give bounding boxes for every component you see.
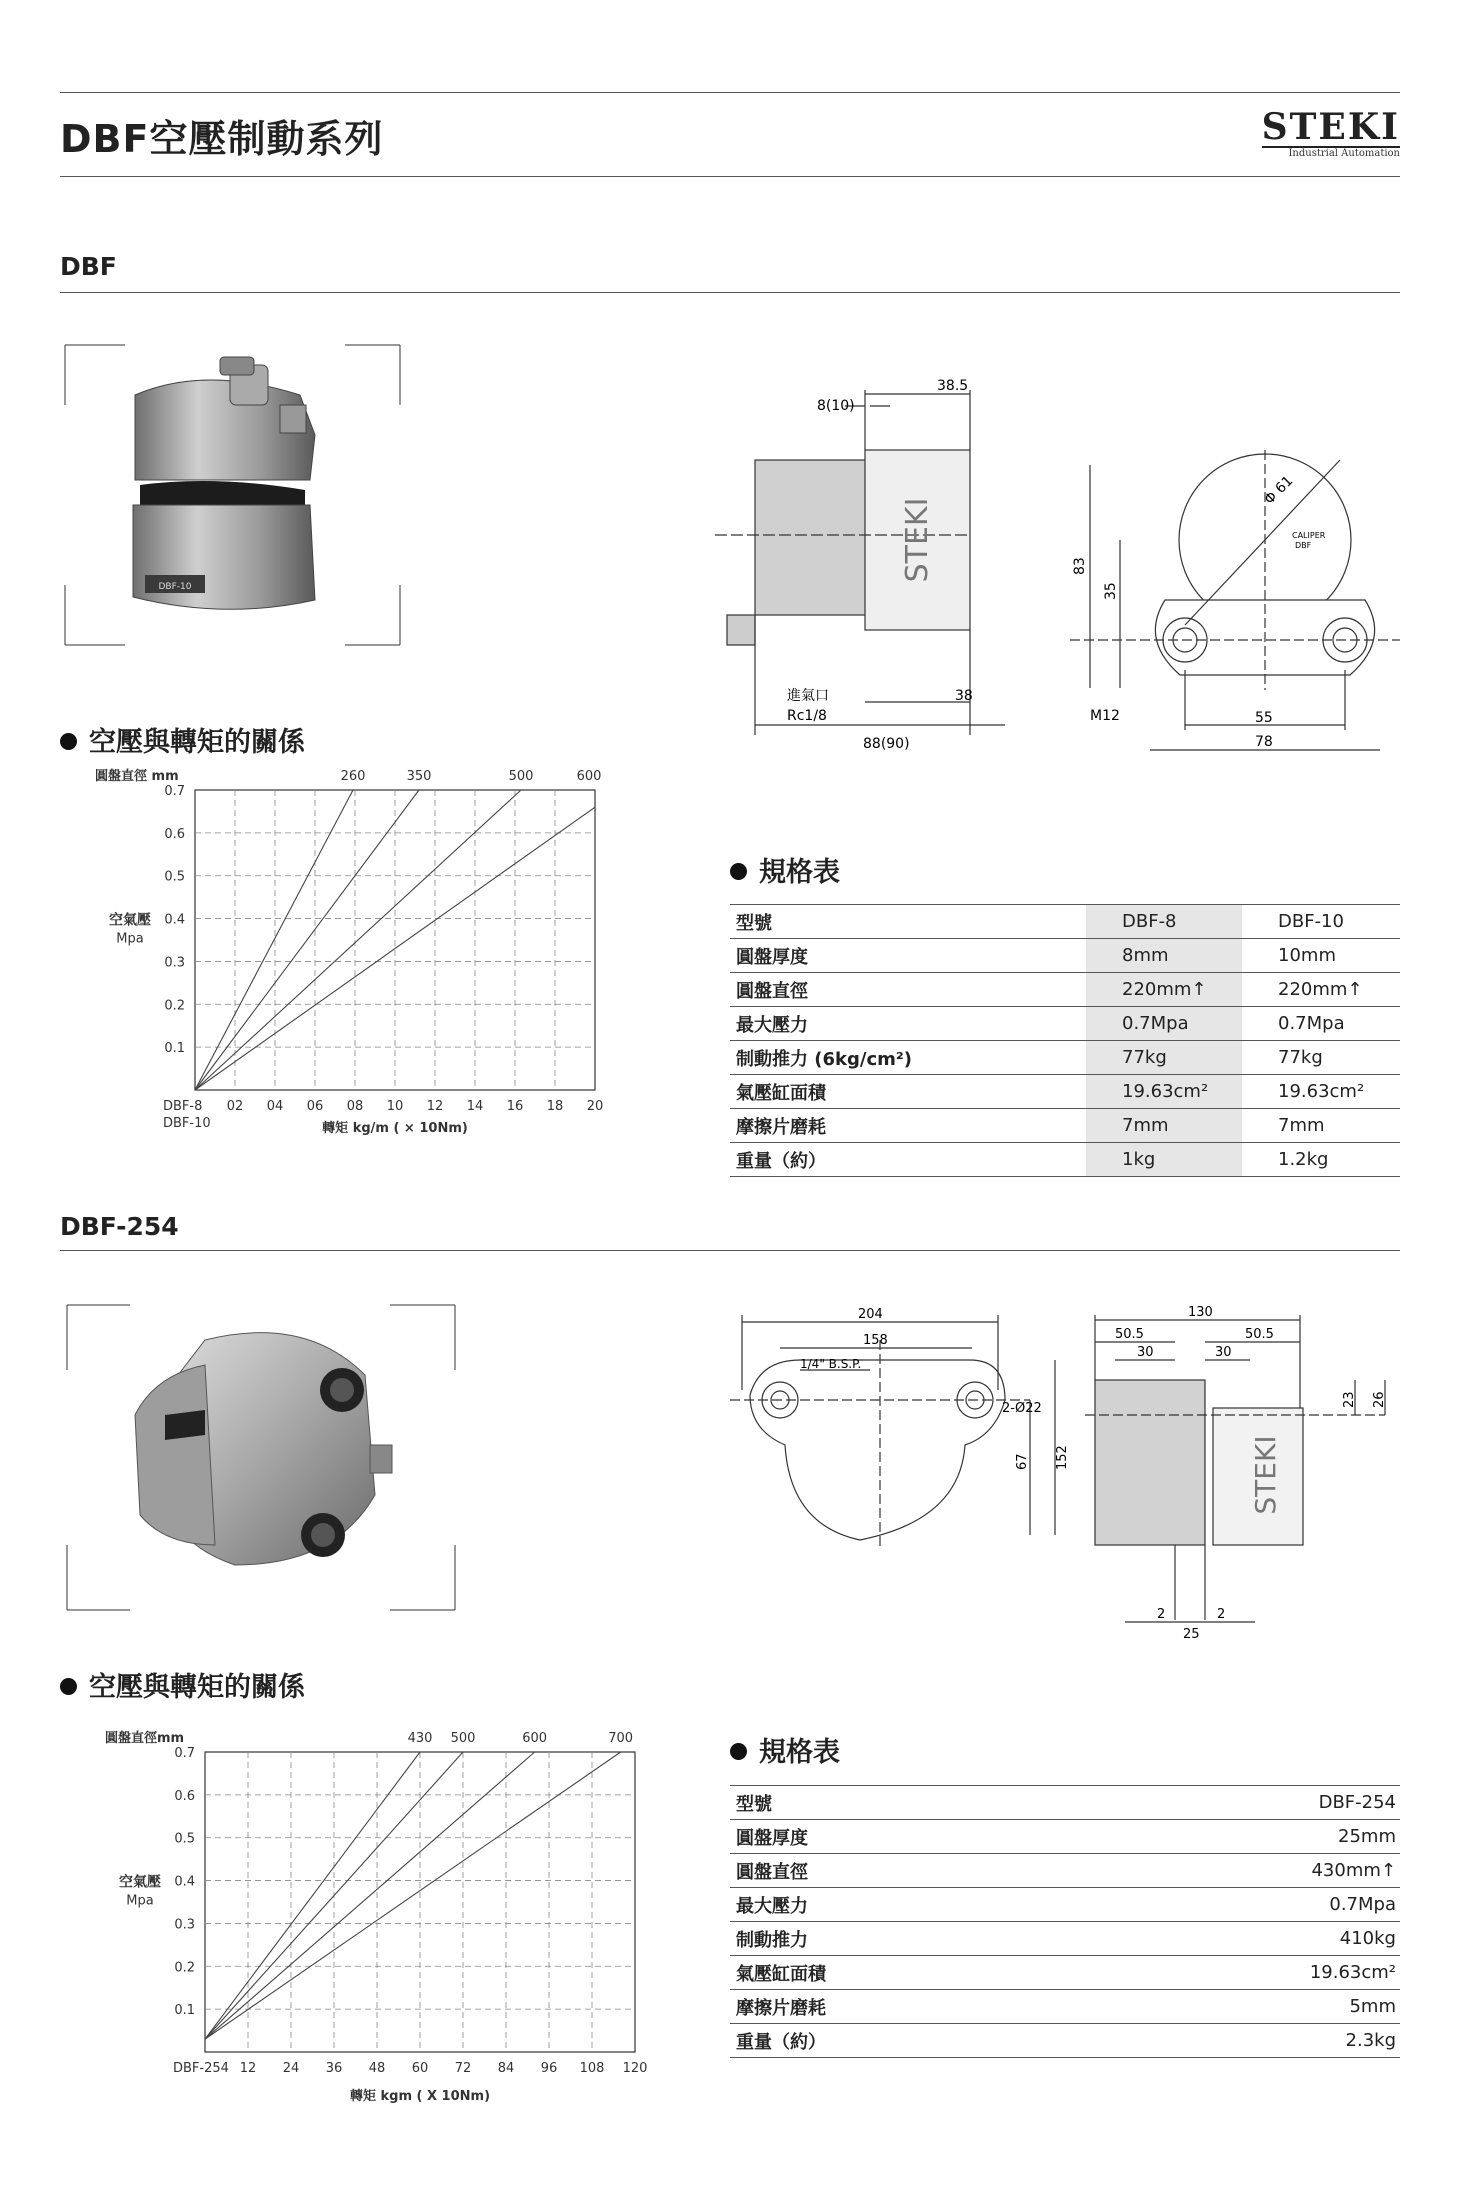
table-cell: 圓盤直徑: [730, 973, 1086, 1007]
y-tick-label: 0.3: [174, 1917, 195, 1933]
spec-heading-2-text: 規格表: [759, 1737, 840, 1768]
x-tick-label: 96: [540, 2061, 558, 2076]
table-cell: 最大壓力: [730, 1007, 1086, 1041]
y-tick-label: 0.7: [164, 784, 185, 799]
table-cell: 7mm: [1242, 1109, 1400, 1143]
table-row: [730, 2024, 1400, 2058]
table-row: [730, 905, 1400, 939]
x-tick-label: 84: [497, 2061, 515, 2076]
y-axis-unit: Mpa: [116, 931, 144, 947]
x-row-label: DBF-254: [173, 2061, 229, 2076]
table-cell: 重量（約）: [730, 2024, 1065, 2058]
dim-50-5-left: 50.5: [1115, 1327, 1144, 1342]
y-tick-label: 0.6: [164, 826, 185, 842]
dim-35: 35: [1103, 582, 1119, 600]
brand-logo: [1262, 108, 1400, 159]
x-tick-label: 14: [466, 1099, 484, 1114]
dim-38: 38: [955, 688, 973, 704]
dim-130: 130: [1188, 1305, 1213, 1320]
dimension-drawing-dbf-front: [1070, 430, 1400, 760]
table-cell: 摩擦片磨耗: [730, 1990, 1065, 2024]
table-cell: 最大壓力: [730, 1888, 1065, 1922]
x-tick-label: 24: [282, 2061, 300, 2076]
x-tick-label: 36: [325, 2061, 343, 2076]
table-cell: 0.7Mpa: [1065, 1888, 1400, 1922]
table-row: [730, 1075, 1400, 1109]
table-cell: 77kg: [1086, 1041, 1242, 1075]
dimension-drawing-dbf254-side: [1085, 1300, 1400, 1650]
spec-table-dbf254: [730, 1785, 1400, 2058]
y-tick-label: 0.2: [164, 998, 185, 1014]
relation-heading-2: [60, 1665, 305, 1704]
series-line: [195, 790, 353, 1090]
dim-30-right: 30: [1215, 1345, 1232, 1360]
series-label: 500: [508, 769, 534, 784]
series-line: [195, 807, 595, 1090]
bullet-icon: [730, 1743, 747, 1760]
relation-heading-1-text: 空壓與轉矩的關係: [89, 727, 305, 758]
table-row: [730, 1007, 1400, 1041]
x-tick-label: 60: [411, 2061, 429, 2076]
y-tick-label: 0.7: [174, 1746, 195, 1761]
caliper-label: CALIPER: [1292, 531, 1326, 540]
header-rule: [60, 176, 1400, 177]
dim-phi-61: Φ 61: [1261, 472, 1297, 508]
table-cell: 型號: [730, 905, 1086, 939]
y-axis-unit: Mpa: [126, 1893, 154, 1909]
brand-subtitle: Industrial Automation: [1288, 148, 1400, 159]
product-label: DBF-10: [158, 582, 192, 592]
table-cell: 19.63cm²: [1086, 1075, 1242, 1109]
y-tick-label: 0.3: [164, 955, 185, 971]
table-row: [730, 1109, 1400, 1143]
x-tick-label: 108: [579, 2061, 605, 2076]
x-tick-label: 16: [506, 1099, 524, 1114]
table-cell: DBF-8: [1086, 905, 1242, 939]
x-tick-label: 18: [546, 1099, 564, 1114]
table-cell: 1kg: [1086, 1143, 1242, 1177]
dim-50-5-right: 50.5: [1245, 1327, 1274, 1342]
section-rule-dbf254: [60, 1250, 1400, 1251]
product-photo-dbf: [55, 335, 415, 655]
top-label: 圓盤直徑mm: [105, 1731, 185, 1746]
x-tick-label: 120: [622, 2061, 648, 2076]
section-title-dbf254: DBF-254: [60, 1212, 179, 1241]
table-row: [730, 1922, 1400, 1956]
torque-chart-dbf254: [60, 1722, 680, 2132]
x-tick-label: 12: [426, 1099, 444, 1114]
x-row-label: DBF-8: [163, 1099, 203, 1114]
relation-heading-1: [60, 720, 305, 759]
dim-2-left: 2: [1157, 1607, 1166, 1622]
table-cell: 410kg: [1065, 1922, 1400, 1956]
table-cell: 氣壓缸面積: [730, 1956, 1065, 1990]
dbf-small-label: DBF: [1295, 541, 1312, 550]
torque-chart-dbf: [60, 768, 620, 1168]
table-row: [730, 1786, 1400, 1820]
y-tick-label: 0.5: [174, 1831, 195, 1847]
table-cell: 1.2kg: [1242, 1143, 1400, 1177]
table-cell: 10mm: [1242, 939, 1400, 973]
y-axis-label: 空氣壓: [119, 1874, 161, 1891]
dim-bsp: 1/4" B.S.P.: [800, 1357, 862, 1371]
table-cell: DBF-10: [1242, 905, 1400, 939]
table-cell: 7mm: [1086, 1109, 1242, 1143]
table-cell: 圓盤厚度: [730, 939, 1086, 973]
dim-25: 25: [1183, 1627, 1200, 1642]
y-tick-label: 0.6: [174, 1788, 195, 1804]
brand-mark: STEKI: [1249, 1435, 1282, 1515]
table-cell: DBF-254: [1065, 1786, 1400, 1820]
table-cell: 0.7Mpa: [1242, 1007, 1400, 1041]
table-row: [730, 973, 1400, 1007]
table-cell: 220mm↑: [1086, 973, 1242, 1007]
dim-78: 78: [1255, 734, 1273, 750]
table-cell: 19.63cm²: [1242, 1075, 1400, 1109]
x-axis-label: 轉矩 kgm ( X 10Nm): [349, 2089, 491, 2104]
dim-158: 158: [863, 1333, 888, 1348]
table-cell: 圓盤直徑: [730, 1854, 1065, 1888]
section-title-dbf: DBF: [60, 252, 117, 281]
x-axis-label: 轉矩 kg/m ( × 10Nm): [322, 1121, 468, 1136]
table-cell: 制動推力 (6kg/cm²): [730, 1041, 1086, 1075]
dim-88-90: 88(90): [863, 736, 910, 752]
x-tick-label: 10: [386, 1099, 404, 1114]
dim-55: 55: [1255, 710, 1273, 726]
series-label: 350: [406, 769, 432, 784]
dim-26: 26: [1372, 1391, 1387, 1408]
table-row: [730, 1888, 1400, 1922]
x-tick-label: 02: [226, 1099, 244, 1114]
brand-name: STEKI: [1261, 106, 1400, 148]
series-label: 430: [407, 1731, 433, 1746]
dim-23: 23: [1342, 1391, 1357, 1408]
x-tick-label: 06: [306, 1099, 324, 1114]
table-cell: 8mm: [1086, 939, 1242, 973]
table-row: [730, 1041, 1400, 1075]
dim-8-10: 8(10): [817, 398, 855, 414]
section-rule-dbf: [60, 292, 1400, 293]
dim-67: 67: [1015, 1453, 1030, 1470]
x-tick-label: 12: [239, 2061, 257, 2076]
x-row-label: DBF-10: [163, 1116, 211, 1131]
table-row: [730, 1854, 1400, 1888]
table-cell: 制動推力: [730, 1922, 1065, 1956]
table-row: [730, 1956, 1400, 1990]
table-cell: 430mm↑: [1065, 1854, 1400, 1888]
table-cell: 2.3kg: [1065, 2024, 1400, 2058]
spec-heading-1-text: 規格表: [759, 857, 840, 888]
table-cell: 19.63cm²: [1065, 1956, 1400, 1990]
x-tick-label: 04: [266, 1099, 284, 1114]
table-cell: 25mm: [1065, 1820, 1400, 1854]
dim-2-right: 2: [1217, 1607, 1226, 1622]
bullet-icon: [60, 733, 77, 750]
inlet-label: 進氣口: [787, 688, 829, 704]
y-tick-label: 0.4: [174, 1874, 195, 1890]
dim-30-left: 30: [1137, 1345, 1154, 1360]
series-line: [195, 790, 419, 1090]
x-tick-label: 72: [454, 2061, 472, 2076]
dim-38-5: 38.5: [937, 378, 969, 394]
dimension-drawing-dbf-side: [715, 370, 1015, 760]
table-cell: 重量（約）: [730, 1143, 1086, 1177]
table-row: [730, 1820, 1400, 1854]
y-tick-label: 0.1: [174, 2003, 195, 2019]
dim-holes: 2-Ø22: [1002, 1401, 1042, 1416]
brand-mark: STEKI: [900, 497, 935, 583]
x-tick-label: 20: [586, 1099, 604, 1114]
bullet-icon: [60, 1678, 77, 1695]
spec-table-dbf: [730, 904, 1400, 1177]
x-tick-label: 08: [346, 1099, 364, 1114]
spec-heading-1: [730, 850, 840, 889]
y-tick-label: 0.1: [164, 1041, 185, 1057]
series-label: 260: [340, 769, 366, 784]
series-label: 700: [608, 1731, 634, 1746]
table-cell: 220mm↑: [1242, 973, 1400, 1007]
series-line: [195, 790, 521, 1090]
table-cell: 0.7Mpa: [1086, 1007, 1242, 1041]
spec-heading-2: [730, 1730, 840, 1769]
rc-label: Rc1/8: [787, 708, 827, 724]
dim-152: 152: [1055, 1445, 1070, 1470]
dim-204: 204: [858, 1307, 883, 1322]
top-rule: [60, 92, 1400, 93]
series-label: 500: [450, 1731, 476, 1746]
relation-heading-2-text: 空壓與轉矩的關係: [89, 1672, 305, 1703]
product-photo-dbf254: [55, 1295, 465, 1625]
table-cell: 型號: [730, 1786, 1065, 1820]
table-cell: 氣壓缸面積: [730, 1075, 1086, 1109]
table-cell: 摩擦片磨耗: [730, 1109, 1086, 1143]
table-cell: 圓盤厚度: [730, 1820, 1065, 1854]
table-row: [730, 1990, 1400, 2024]
series-label: 600: [522, 1731, 548, 1746]
dim-83: 83: [1072, 557, 1088, 575]
table-cell: 77kg: [1242, 1041, 1400, 1075]
top-label: 圓盤直徑 mm: [95, 769, 179, 784]
dimension-drawing-dbf254-front: [720, 1300, 1080, 1630]
page-title: DBF空壓制動系列: [60, 117, 384, 161]
x-tick-label: 48: [368, 2061, 386, 2076]
table-cell: 5mm: [1065, 1990, 1400, 2024]
y-axis-label: 空氣壓: [109, 912, 151, 929]
table-row: [730, 939, 1400, 973]
y-tick-label: 0.2: [174, 1960, 195, 1976]
dim-m12: M12: [1090, 708, 1120, 724]
series-label: 600: [576, 769, 602, 784]
y-tick-label: 0.4: [164, 912, 185, 928]
bullet-icon: [730, 863, 747, 880]
y-tick-label: 0.5: [164, 869, 185, 885]
table-row: [730, 1143, 1400, 1177]
